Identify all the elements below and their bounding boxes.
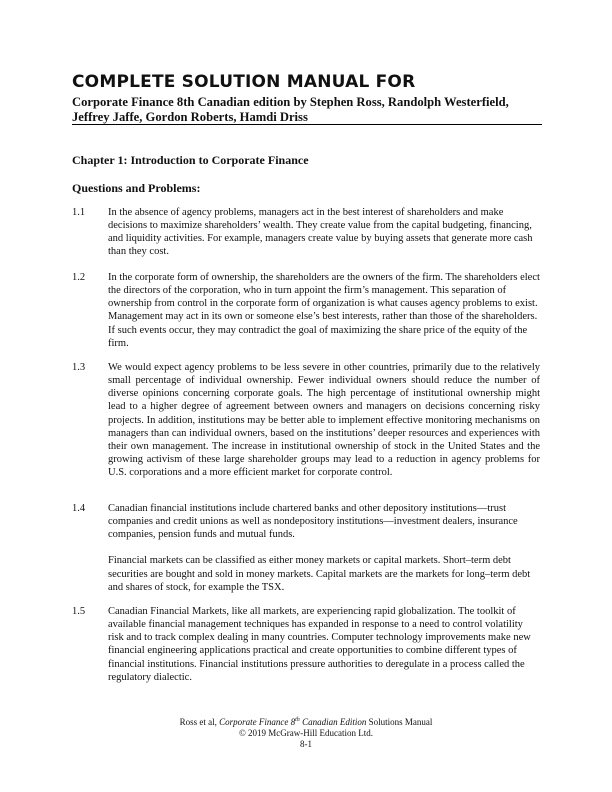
section-title: Questions and Problems: (72, 181, 201, 195)
question-item-1-1 (72, 206, 540, 259)
footer-citation (72, 715, 540, 728)
question-number: 1.5 (72, 606, 86, 617)
main-title: COMPLETE SOLUTION MANUAL FOR (72, 72, 416, 92)
footer-book-name: Corporate Finance 8 (219, 717, 296, 727)
answer-text: In the corporate form of ownership, the shareholders are the owners of the firm. The shareholders elect the directors of the corporation, who in turn appoint the firm’s management. This separation of ownership from control in the corporate form of organization is what causes agency problems to exist. Management may act in its own or someone else’s best interests, rather than those of the shareholders. If such events occur, they may contradict the goal of maximizing the share price of the equity of the firm. (108, 272, 540, 349)
question-item-1-2 (72, 271, 540, 350)
page-footer (72, 715, 540, 750)
question-item-1-3 (72, 361, 540, 479)
question-number: 1.3 (72, 362, 86, 373)
answer-text: In the absence of agency problems, managers act in the best interest of shareholders and make decisions to maximize shareholders’ wealth. They create value from the capital budgeting, financing, and liquidity activities. For example, managers create value by buying assets that generate more cash than they cost. (108, 207, 533, 258)
question-number: 1.2 (72, 272, 86, 283)
book-title: Corporate Finance 8th Canadian edition by Stephen Ross, Randolph Westerfield, Jeffrey Jaffe, Gordon Roberts, Hamdi Driss (72, 95, 509, 124)
question-number: 1.4 (72, 503, 86, 514)
chapter-title: Chapter 1: Introduction to Corporate Finance (72, 153, 309, 167)
header-divider (72, 124, 542, 125)
page-number: 8-1 (300, 739, 312, 749)
footer-citation-suffix: Solutions Manual (366, 717, 433, 727)
answer-text: We would expect agency problems to be less severe in other countries, primarily due to the relatively small percentage of individual ownership. Fewer individual owners should reduce the number of diverse opinions concerning corporate goals. The high percentage of institutional ownership might lead to a higher degree of agreement between owners and managers on decisions concerning risky projects. In addition, institutions may be better able to implement effective monitoring mechanisms on managers than can individual owners, based on the institutions’ deeper resources and experiences with their own management. The increase in institutional ownership of stock in the United States and the growing activism of these large shareholder groups may lead to a reduction in agency problems for U.S. corporations and a more efficient market for corporate control. (108, 362, 540, 479)
footer-edition: Canadian Edition (299, 717, 367, 727)
question-item-1-4 (72, 502, 540, 594)
question-number: 1.1 (72, 207, 86, 218)
footer-citation-prefix: Ross et al, (179, 717, 220, 727)
answer-text: Canadian Financial Markets, like all markets, are experiencing rapid globalization. The toolkit of available financial management techniques has expanded in response to a need to control volatility risk and to track complex dealing in many countries. Computer technology improvements make new financial engineering applications practical and create opportunities to combine different types of financial institutions. Financial institutions pressure authorities to deregulate in a process called the regulatory dialectic. (108, 606, 531, 683)
footer-copyright: © 2019 McGraw-Hill Education Ltd. (238, 728, 374, 738)
question-item-1-5 (72, 605, 540, 684)
answer-text-continued: Financial markets can be classified as either money markets or capital markets. Short–term debt securities are bought and sold in money markets. Capital markets are the markets for long–term debt and shares of stock, for example the TSX. (108, 555, 531, 593)
answer-text: Canadian financial institutions include chartered banks and other depository institutions—trust companies and credit unions as well as nondepository institutions—investment dealers, insurance companies, pension funds and mutual funds. (108, 503, 518, 541)
footer-edition-sup: th (295, 717, 300, 723)
